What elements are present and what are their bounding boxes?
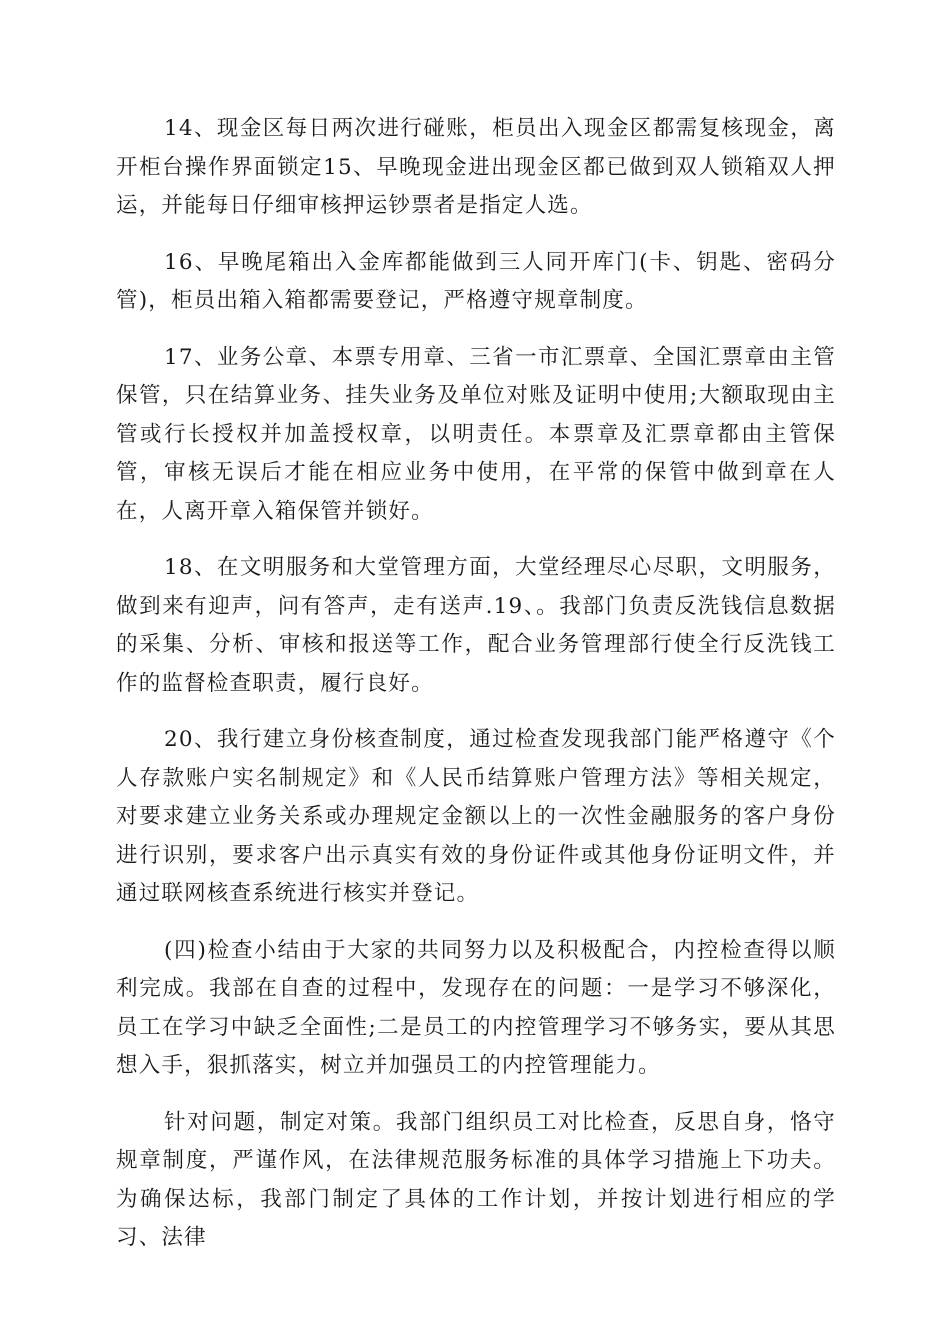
- paragraph-16: 16、早晚尾箱出入金库都能做到三人同开库门(卡、钥匙、密码分管)，柜员出箱入箱都需要登记，严格遵守规章制度。: [116, 249, 836, 313]
- paragraph-countermeasures: 针对问题，制定对策。我部门组织员工对比检查，反思自身，恪守规章制度，严谨作风，在法律规范服务标准的具体学习措施上下功夫。为确保达标，我部门制定了具体的工作计划，并按计划进行相应的学习、法律: [116, 1109, 836, 1250]
- paragraph-20: 20、我行建立身份核查制度，通过检查发现我部门能严格遵守《个人存款账户实名制规定》和《人民币结算账户管理方法》等相关规定，对要求建立业务关系或办理规定金额以上的一次性金融服务的客户身份进行识别，要求客户出示真实有效的身份证件或其他身份证明文件，并通过联网核查系统进行核实并登记。: [116, 727, 836, 906]
- paragraph-18-19: 18、在文明服务和大堂管理方面，大堂经理尽心尽职，文明服务，做到来有迎声，问有答声，走有送声.19、。我部门负责反洗钱信息数据的采集、分析、审核和报送等工作，配合业务管理部行使全行反洗钱工作的监督检查职责，履行良好。: [116, 555, 836, 696]
- paragraph-inspection-summary: (四)检查小结由于大家的共同努力以及积极配合，内控检查得以顺利完成。我部在自查的过程中，发现存在的问题：一是学习不够深化，员工在学习中缺乏全面性;二是员工的内控管理学习不够务实，要从其思想入手，狠抓落实，树立并加强员工的内控管理能力。: [116, 937, 836, 1078]
- paragraph-17: 17、业务公章、本票专用章、三省一市汇票章、全国汇票章由主管保管，只在结算业务、挂失业务及单位对账及证明中使用;大额取现由主管或行长授权并加盖授权章，以明责任。本票章及汇票章都由主管保管，审核无误后才能在相应业务中使用，在平常的保管中做到章在人在，人离开章入箱保管并锁好。: [116, 344, 836, 524]
- paragraph-14-15: 14、现金区每日两次进行碰账，柜员出入现金区都需复核现金，离开柜台操作界面锁定15、早晚现金进出现金区都已做到双人锁箱双人押运，并能每日仔细审核押运钞票者是指定人选。: [116, 116, 836, 218]
- document-body: [116, 110, 836, 1276]
